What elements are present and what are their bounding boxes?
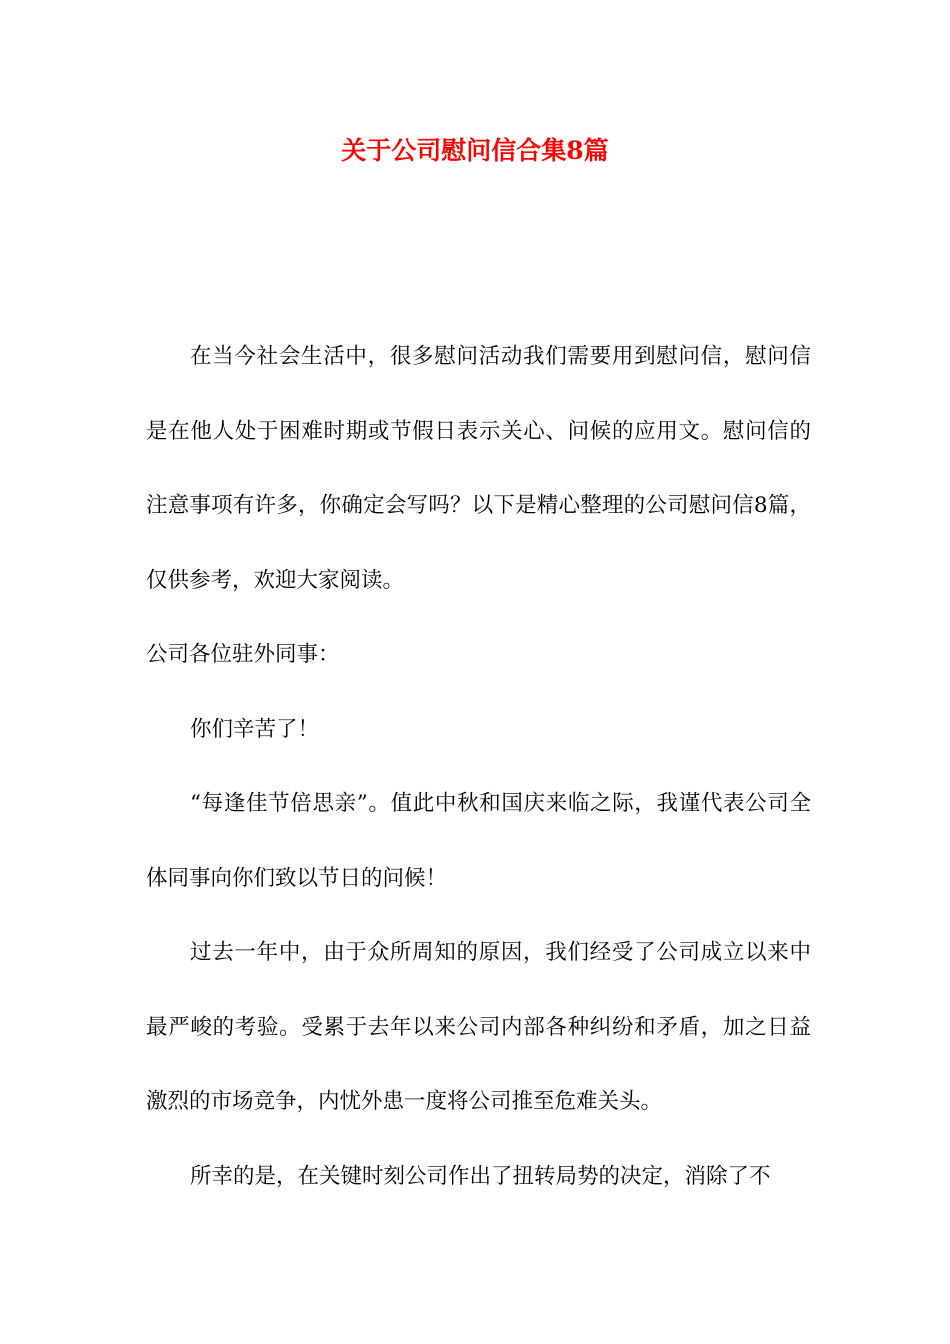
salutation: 公司各位驻外同事： xyxy=(146,642,340,667)
intro-paragraph: 在当今社会生活中，很多慰问活动我们需要用到慰问信，慰问信是在他人处于困难时期或节假日表示关心、问候的应用文。慰问信的注意事项有许多，你确定会写吗？以下是精心整理的公司慰问信8篇，仅供参考，欢迎大家阅读。 xyxy=(146,344,811,593)
body-paragraph: 所幸的是，在关键时刻公司作出了扭转局势的决定，消除了不 xyxy=(190,1163,771,1189)
body-paragraph: “每逢佳节倍思亲”。值此中秋和国庆来临之际，我谨代表公司全体同事向你们致以节日的问候！ xyxy=(146,791,811,891)
document-title: 关于公司慰问信合集8篇 xyxy=(341,136,609,165)
greeting-line: 你们辛苦了！ xyxy=(190,716,320,742)
body-paragraph: 过去一年中，由于众所周知的原因，我们经受了公司成立以来中最严峻的考验。受累于去年以来公司内部各种纠纷和矛盾，加之日益激烈的市场竞争，内忧外患一度将公司推至危难关头。 xyxy=(146,940,811,1114)
document-body xyxy=(146,320,811,1214)
